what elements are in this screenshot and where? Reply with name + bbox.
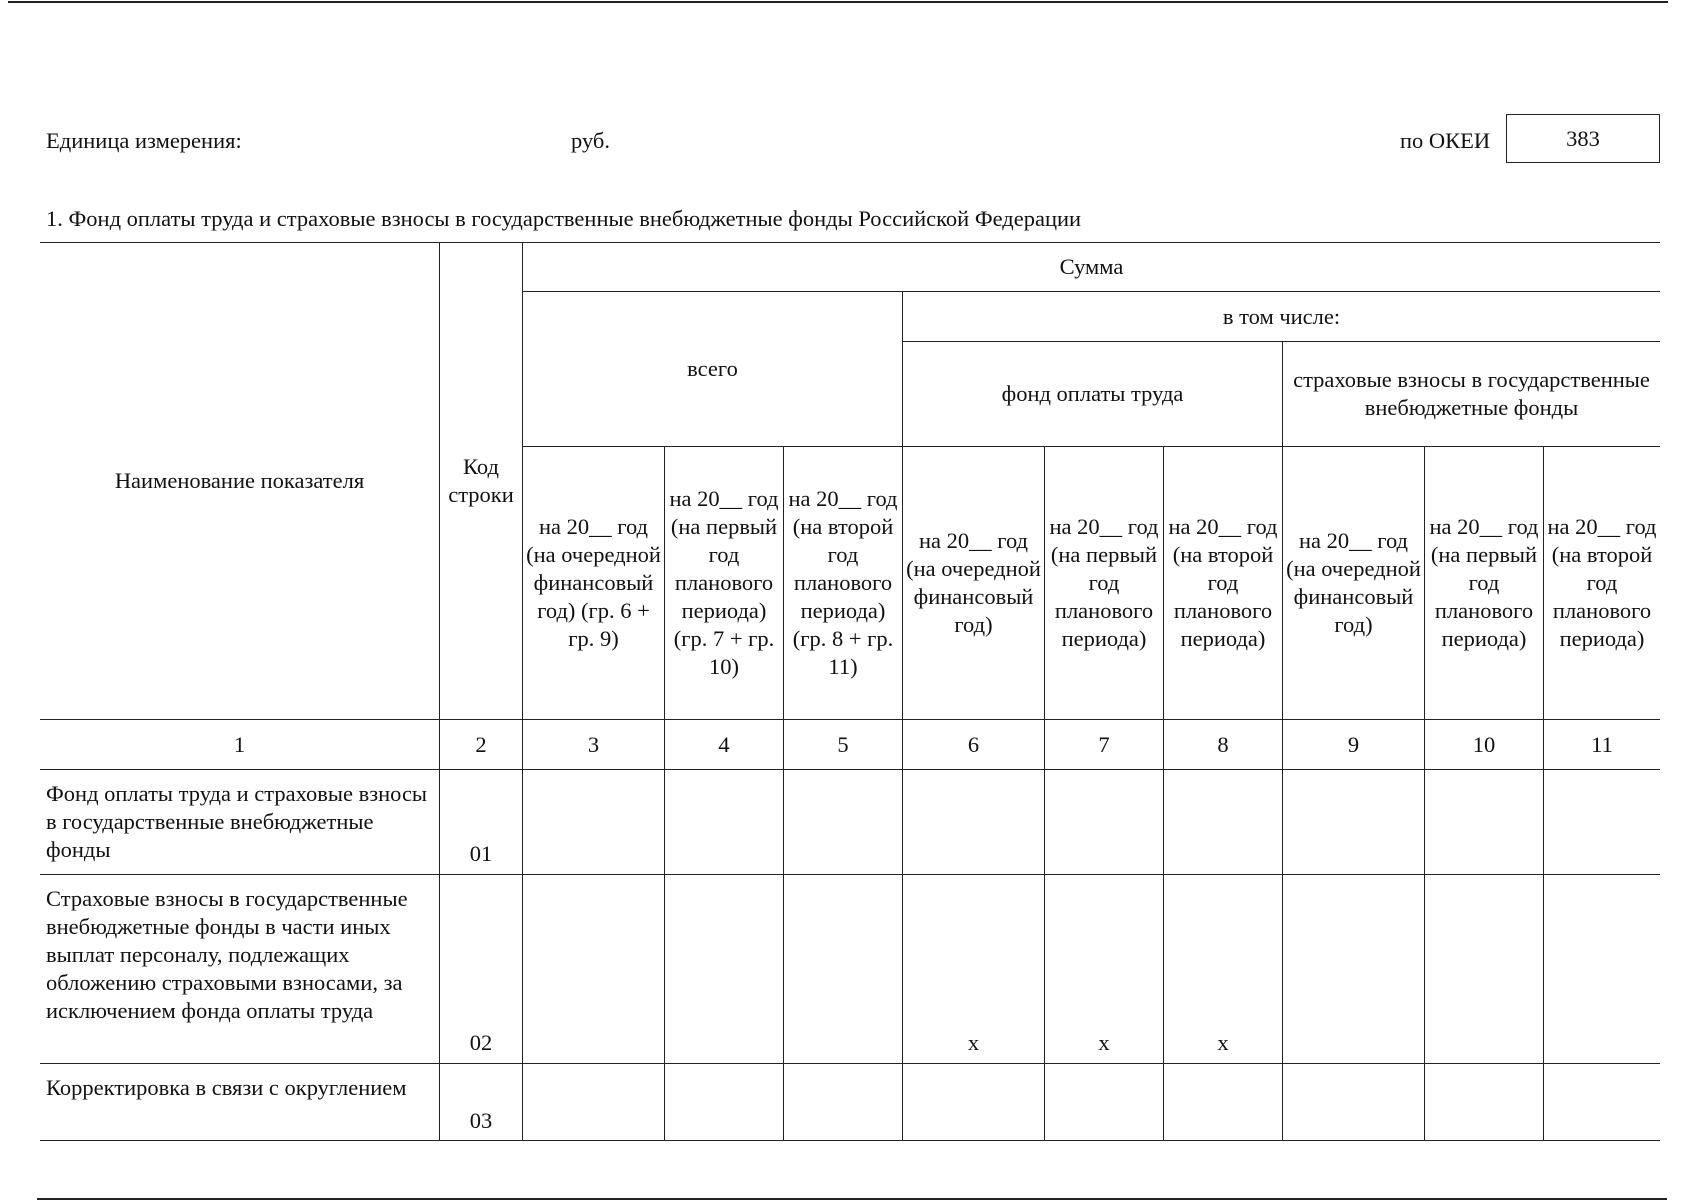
section-title: 1. Фонд оплаты труда и страховые взносы в государственные внебюджетные фонды Российской Федерации xyxy=(46,206,1082,231)
table-cell[interactable] xyxy=(1425,875,1544,1064)
okei-label: по ОКЕИ xyxy=(1400,128,1491,153)
header-col-6: на 20__ год (на очередной финансовый год) xyxy=(903,447,1045,720)
column-number: 2 xyxy=(440,720,523,770)
table-cell[interactable] xyxy=(1164,770,1283,875)
table-cell-disabled: x xyxy=(903,875,1045,1064)
table-cell-disabled: x xyxy=(1164,875,1283,1064)
table-cell[interactable] xyxy=(784,875,903,1064)
table-cell[interactable] xyxy=(1544,875,1660,1064)
column-number: 9 xyxy=(1283,720,1425,770)
header-col-9: на 20__ год (на очередной финансовый год) xyxy=(1283,447,1425,720)
column-number: 10 xyxy=(1425,720,1544,770)
header-wage-fund: фонд оплаты труда xyxy=(903,342,1283,447)
header-col-7: на 20__ год (на первый год планового периода) xyxy=(1045,447,1164,720)
table-cell[interactable] xyxy=(784,1064,903,1141)
table-cell[interactable] xyxy=(903,1064,1045,1141)
header-name: Наименование показателя xyxy=(40,243,440,720)
row-02-name: Страховые взносы в государственные внебюджетные фонды в части иных выплат персоналу, подлежащих обложению страховыми взносами, за исключением фонда оплаты труда xyxy=(40,875,440,1064)
row-02-code: 02 xyxy=(440,875,523,1064)
column-number: 4 xyxy=(665,720,784,770)
row-03-code: 03 xyxy=(440,1064,523,1141)
payroll-table xyxy=(40,242,1660,1141)
row-03-name: Корректировка в связи с округлением xyxy=(40,1064,440,1141)
table-cell[interactable] xyxy=(1425,1064,1544,1141)
table-cell[interactable] xyxy=(1544,1064,1660,1141)
column-number: 5 xyxy=(784,720,903,770)
header-col-10: на 20__ год (на первый год планового периода) xyxy=(1425,447,1544,720)
header-code: Код строки xyxy=(440,243,523,720)
table-cell[interactable] xyxy=(1283,875,1425,1064)
row-01-name: Фонд оплаты труда и страховые взносы в государственные внебюджетные фонды xyxy=(40,770,440,875)
table-cell[interactable] xyxy=(784,770,903,875)
header-col-11: на 20__ год (на второй год планового периода) xyxy=(1544,447,1660,720)
table-cell[interactable] xyxy=(665,1064,784,1141)
table-cell[interactable] xyxy=(523,1064,665,1141)
table-cell[interactable] xyxy=(665,770,784,875)
okei-code-value: 383 xyxy=(1566,125,1600,151)
table-cell[interactable] xyxy=(523,875,665,1064)
unit-value: руб. xyxy=(571,128,610,153)
table-cell[interactable] xyxy=(665,875,784,1064)
okei-code-field[interactable] xyxy=(1506,114,1660,163)
column-number: 7 xyxy=(1045,720,1164,770)
table-cell[interactable] xyxy=(1164,1064,1283,1141)
header-col-4: на 20__ год (на первый год планового периода) (гр. 7 + гр. 10) xyxy=(665,447,784,720)
unit-label: Единица измерения: xyxy=(46,128,242,153)
column-number: 6 xyxy=(903,720,1045,770)
table-cell-disabled: x xyxy=(1045,875,1164,1064)
header-col-3: на 20__ год (на очередной финансовый год) (гр. 6 + гр. 9) xyxy=(523,447,665,720)
table-cell[interactable] xyxy=(903,770,1045,875)
top-rule xyxy=(8,1,1668,3)
header-col-5: на 20__ год (на второй год планового периода) (гр. 8 + гр. 11) xyxy=(784,447,903,720)
table-cell[interactable] xyxy=(1283,1064,1425,1141)
table-cell[interactable] xyxy=(1425,770,1544,875)
header-including: в том числе: xyxy=(903,292,1660,342)
header-sum: Сумма xyxy=(523,243,1660,292)
header-contributions: страховые взносы в государственные внебюджетные фонды xyxy=(1283,342,1660,447)
header-col-8: на 20__ год (на второй год планового периода) xyxy=(1164,447,1283,720)
table-cell[interactable] xyxy=(1283,770,1425,875)
table-cell[interactable] xyxy=(523,770,665,875)
header-total: всего xyxy=(523,292,903,447)
row-01-code: 01 xyxy=(440,770,523,875)
column-number: 1 xyxy=(40,720,440,770)
table-cell[interactable] xyxy=(1045,1064,1164,1141)
column-number: 8 xyxy=(1164,720,1283,770)
table-cell[interactable] xyxy=(1045,770,1164,875)
table-cell[interactable] xyxy=(1544,770,1660,875)
column-number: 11 xyxy=(1544,720,1660,770)
column-number: 3 xyxy=(523,720,665,770)
